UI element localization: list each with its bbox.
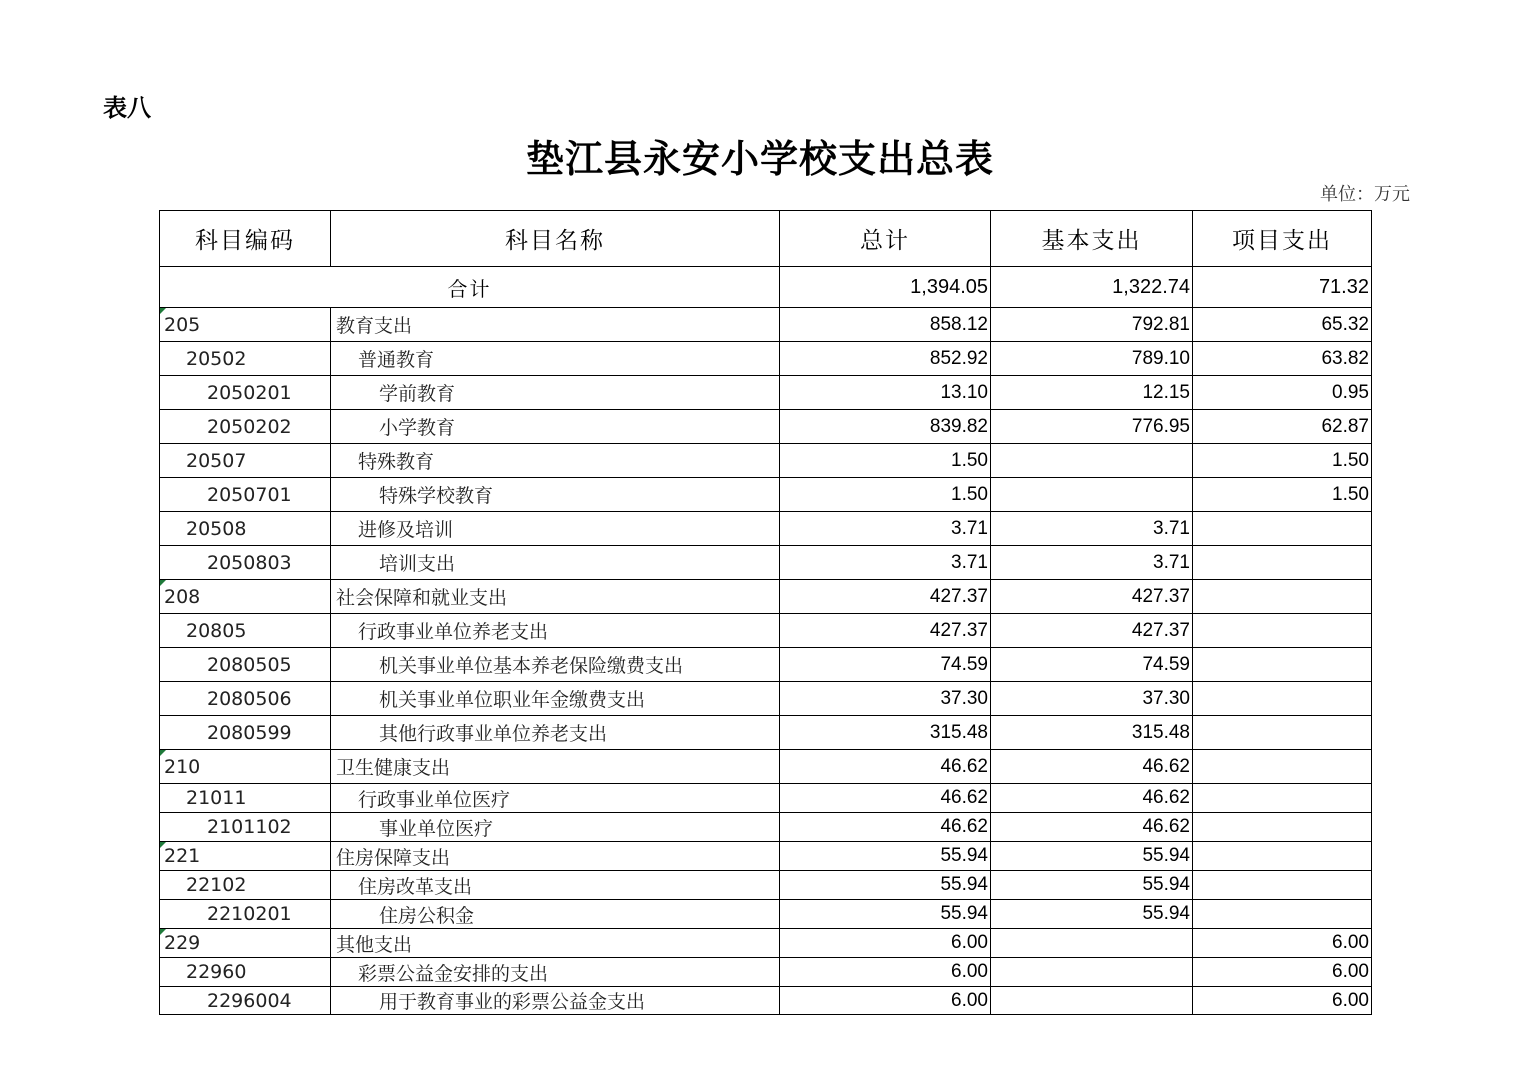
row-basic: 789.10	[991, 342, 1193, 376]
row-total: 3.71	[780, 512, 991, 546]
row-project	[1193, 716, 1372, 750]
table-row	[160, 987, 1372, 1015]
row-total: 427.37	[780, 580, 991, 614]
table-row	[160, 958, 1372, 987]
row-name: 彩票公益金安排的支出	[331, 958, 780, 987]
row-code	[160, 929, 331, 958]
row-name: 住房改革支出	[331, 871, 780, 900]
row-basic: 46.62	[991, 784, 1193, 813]
expenditure-table	[159, 210, 1372, 1015]
row-name: 学前教育	[331, 376, 780, 410]
cell-marker-icon	[160, 750, 166, 756]
row-total: 6.00	[780, 958, 991, 987]
table-row	[160, 410, 1372, 444]
row-name: 行政事业单位养老支出	[331, 614, 780, 648]
table-row	[160, 376, 1372, 410]
table-row	[160, 308, 1372, 342]
row-code: 2080506	[160, 682, 331, 716]
table-row	[160, 750, 1372, 784]
row-code: 2296004	[160, 987, 331, 1015]
row-project: 1.50	[1193, 478, 1372, 512]
total-row	[160, 267, 1372, 308]
total-total: 1,394.05	[780, 267, 991, 308]
total-basic: 1,322.74	[991, 267, 1193, 308]
row-code-text: 210	[164, 755, 201, 778]
row-code: 2080505	[160, 648, 331, 682]
row-project	[1193, 682, 1372, 716]
table-row	[160, 929, 1372, 958]
row-name: 机关事业单位职业年金缴费支出	[331, 682, 780, 716]
row-project	[1193, 750, 1372, 784]
row-basic: 792.81	[991, 308, 1193, 342]
row-code	[160, 308, 331, 342]
row-project	[1193, 900, 1372, 929]
row-basic	[991, 929, 1193, 958]
row-total: 55.94	[780, 842, 991, 871]
row-total: 852.92	[780, 342, 991, 376]
total-label: 合计	[160, 267, 780, 308]
row-name: 教育支出	[331, 308, 780, 342]
row-basic: 12.15	[991, 376, 1193, 410]
table-number: 表八	[103, 94, 151, 122]
row-project: 1.50	[1193, 444, 1372, 478]
row-project	[1193, 813, 1372, 842]
row-name: 特殊教育	[331, 444, 780, 478]
header-basic: 基本支出	[991, 211, 1193, 267]
cell-marker-icon	[160, 308, 166, 314]
row-code-text: 229	[164, 932, 201, 954]
cell-marker-icon	[160, 580, 166, 586]
row-basic: 46.62	[991, 813, 1193, 842]
row-basic: 427.37	[991, 614, 1193, 648]
row-code: 20805	[160, 614, 331, 648]
row-total: 858.12	[780, 308, 991, 342]
row-name: 特殊学校教育	[331, 478, 780, 512]
row-name: 机关事业单位基本养老保险缴费支出	[331, 648, 780, 682]
row-name: 住房保障支出	[331, 842, 780, 871]
row-code-text: 205	[164, 313, 201, 336]
table-row	[160, 784, 1372, 813]
table-body	[160, 267, 1372, 1015]
table-row	[160, 842, 1372, 871]
row-total: 46.62	[780, 784, 991, 813]
row-name: 事业单位医疗	[331, 813, 780, 842]
row-code-text: 208	[164, 585, 201, 608]
row-name: 其他支出	[331, 929, 780, 958]
row-total: 46.62	[780, 813, 991, 842]
row-total: 427.37	[780, 614, 991, 648]
row-code: 22960	[160, 958, 331, 987]
row-code: 2050202	[160, 410, 331, 444]
row-basic: 74.59	[991, 648, 1193, 682]
row-basic	[991, 444, 1193, 478]
row-code: 20502	[160, 342, 331, 376]
cell-marker-icon	[160, 929, 166, 935]
row-basic: 3.71	[991, 512, 1193, 546]
row-total: 13.10	[780, 376, 991, 410]
row-basic: 315.48	[991, 716, 1193, 750]
row-name: 小学教育	[331, 410, 780, 444]
table-row	[160, 813, 1372, 842]
row-basic: 46.62	[991, 750, 1193, 784]
row-code: 2050201	[160, 376, 331, 410]
row-code: 22102	[160, 871, 331, 900]
row-basic: 55.94	[991, 842, 1193, 871]
row-name: 培训支出	[331, 546, 780, 580]
row-project: 6.00	[1193, 958, 1372, 987]
header-name: 科目名称	[331, 211, 780, 267]
row-name: 行政事业单位医疗	[331, 784, 780, 813]
table-row	[160, 716, 1372, 750]
row-project	[1193, 614, 1372, 648]
row-project	[1193, 871, 1372, 900]
unit-label: 单位：万元	[1320, 184, 1410, 205]
row-basic: 55.94	[991, 900, 1193, 929]
row-total: 6.00	[780, 987, 991, 1015]
row-code: 21011	[160, 784, 331, 813]
row-name: 社会保障和就业支出	[331, 580, 780, 614]
table-row	[160, 342, 1372, 376]
row-total: 1.50	[780, 444, 991, 478]
row-code: 20507	[160, 444, 331, 478]
row-basic: 3.71	[991, 546, 1193, 580]
total-project: 71.32	[1193, 267, 1372, 308]
header-code: 科目编码	[160, 211, 331, 267]
row-total: 3.71	[780, 546, 991, 580]
row-name: 进修及培训	[331, 512, 780, 546]
row-total: 839.82	[780, 410, 991, 444]
row-code: 2101102	[160, 813, 331, 842]
row-project: 63.82	[1193, 342, 1372, 376]
table-row	[160, 682, 1372, 716]
row-total: 55.94	[780, 900, 991, 929]
row-project	[1193, 580, 1372, 614]
row-name: 用于教育事业的彩票公益金支出	[331, 987, 780, 1015]
row-basic: 427.37	[991, 580, 1193, 614]
row-project: 6.00	[1193, 929, 1372, 958]
row-project: 65.32	[1193, 308, 1372, 342]
row-project	[1193, 546, 1372, 580]
row-total: 55.94	[780, 871, 991, 900]
table-row	[160, 900, 1372, 929]
row-name: 其他行政事业单位养老支出	[331, 716, 780, 750]
row-name: 普通教育	[331, 342, 780, 376]
row-project	[1193, 648, 1372, 682]
row-code: 2050701	[160, 478, 331, 512]
row-basic	[991, 987, 1193, 1015]
row-code	[160, 750, 331, 784]
row-basic: 776.95	[991, 410, 1193, 444]
table-row	[160, 580, 1372, 614]
row-project	[1193, 784, 1372, 813]
table-row	[160, 614, 1372, 648]
row-code: 2050803	[160, 546, 331, 580]
row-code	[160, 842, 331, 871]
table-row	[160, 444, 1372, 478]
row-name: 卫生健康支出	[331, 750, 780, 784]
row-total: 1.50	[780, 478, 991, 512]
header-row	[160, 211, 1372, 267]
row-code	[160, 580, 331, 614]
row-total: 46.62	[780, 750, 991, 784]
row-code: 2080599	[160, 716, 331, 750]
table-row	[160, 648, 1372, 682]
page-title: 垫江县永安小学校支出总表	[525, 136, 994, 181]
header-project: 项目支出	[1193, 211, 1372, 267]
row-total: 315.48	[780, 716, 991, 750]
row-code: 20508	[160, 512, 331, 546]
row-basic: 55.94	[991, 871, 1193, 900]
row-basic: 37.30	[991, 682, 1193, 716]
row-project: 6.00	[1193, 987, 1372, 1015]
row-total: 6.00	[780, 929, 991, 958]
row-basic	[991, 478, 1193, 512]
table-row	[160, 512, 1372, 546]
row-total: 74.59	[780, 648, 991, 682]
row-code-text: 221	[164, 845, 201, 867]
row-project	[1193, 512, 1372, 546]
header-total: 总计	[780, 211, 991, 267]
table-row	[160, 871, 1372, 900]
row-total: 37.30	[780, 682, 991, 716]
table-row	[160, 546, 1372, 580]
cell-marker-icon	[160, 842, 166, 848]
row-basic	[991, 958, 1193, 987]
row-project: 0.95	[1193, 376, 1372, 410]
row-code: 2210201	[160, 900, 331, 929]
row-project: 62.87	[1193, 410, 1372, 444]
row-project	[1193, 842, 1372, 871]
row-name: 住房公积金	[331, 900, 780, 929]
table-row	[160, 478, 1372, 512]
